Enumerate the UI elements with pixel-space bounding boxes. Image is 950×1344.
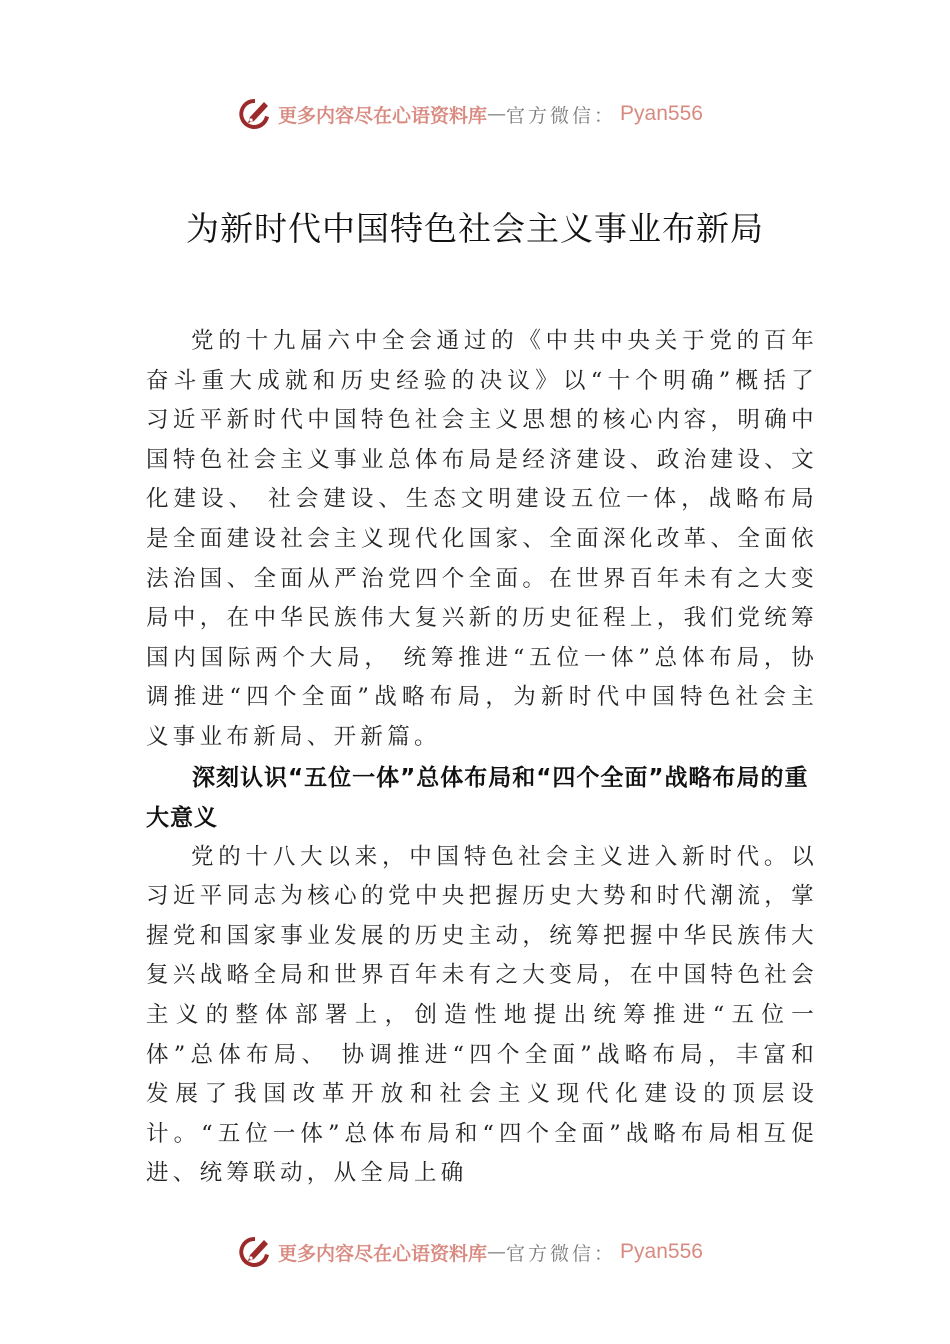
- footer-banner: [238, 1232, 703, 1272]
- pen-nib-logo-icon: [238, 97, 272, 131]
- brand-text: 更多内容尽在心语资料库: [278, 104, 488, 127]
- section-heading: 深刻认识“五位一体”总体布局和“四个全面”战略布局的重大意义: [146, 764, 809, 831]
- wechat-label: 官方微信：: [506, 104, 617, 127]
- document-title: 为新时代中国特色社会主义事业布新局: [186, 209, 764, 248]
- brand-text: 更多内容尽在心语资料库: [278, 1242, 488, 1265]
- separator: —: [487, 1241, 507, 1263]
- wechat-id: Pyan556: [620, 102, 703, 125]
- wechat-label: 官方微信：: [506, 1242, 617, 1265]
- wechat-id: Pyan556: [620, 1240, 703, 1263]
- section-paragraph: 党的十八大以来，中国特色社会主义进入新时代。以习近平同志为核心的党中央把握历史大势和时代潮流，掌握党和国家事业发展的历史主动，统筹把握中华民族伟大复兴战略全局和世界百年未有之大变局，在中国特色社会主义的整体部署上，创造性地提出统筹推进“五位一体”总体布局、 协调推进“四个全面”战略布局，丰富和发展了我国改革开放和社会主义现代化建设的顶层设计。“五位一体”总体布局和“四个全面”战略布局相互促进、统筹联动，从全局上确: [146, 843, 818, 1187]
- pen-nib-logo-icon: [238, 1235, 272, 1269]
- header-banner: [238, 94, 703, 134]
- intro-paragraph: 党的十九届六中全会通过的《中共中央关于党的百年奋斗重大成就和历史经验的决议》以“十个明确”概括了习近平新时代中国特色社会主义思想的核心内容，明确中国特色社会主义事业总体布局是经济建设、政治建设、文化建设、 社会建设、生态文明建设五位一体，战略布局是全面建设社会主义现代化国家、全面深化改革、全面依法治国、全面从严治党四个全面。在世界百年未有之大变局中，在中华民族伟大复兴新的历史征程上，我们党统筹国内国际两个大局， 统筹推进“五位一体”总体布局，协调推进“四个全面”战略布局，为新时代中国特色社会主义事业布新局、开新篇。: [146, 328, 818, 750]
- document-body: [146, 322, 818, 1194]
- separator: —: [487, 103, 507, 125]
